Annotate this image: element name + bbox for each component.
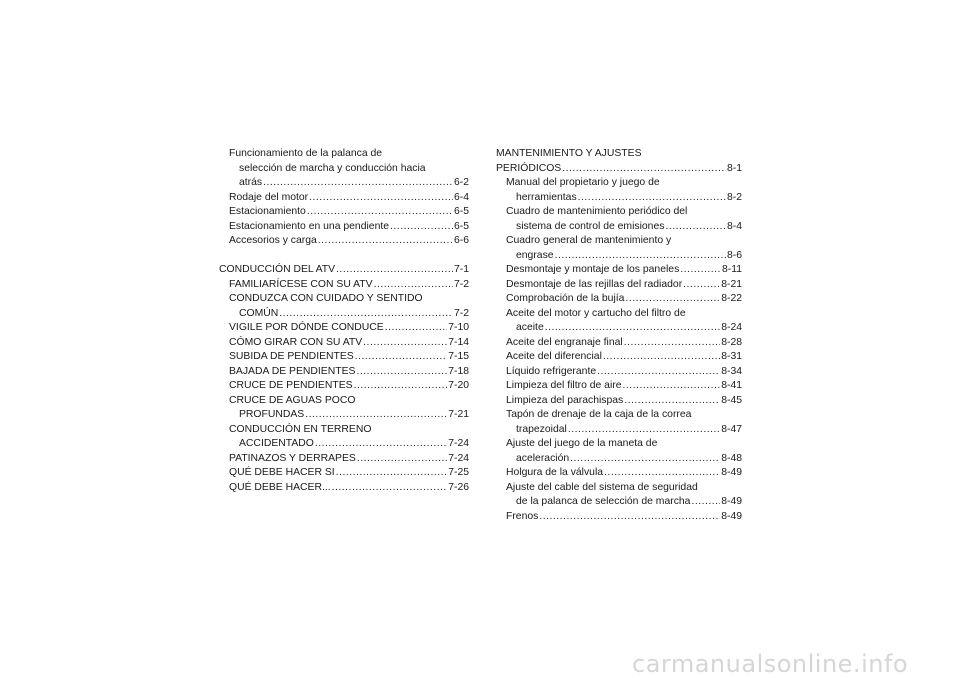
toc-entry [219,350,469,365]
toc-entry-title: FAMILIARÍCESE CON SU ATV [229,278,373,290]
toc-entry [496,220,742,235]
toc-entry [219,191,469,206]
toc-page-number: 7-24 [448,452,469,464]
toc-entry [219,321,469,336]
toc-page-number: 8-4 [726,220,742,232]
toc-page-number: 8-22 [721,293,742,304]
toc-entry-title: aceite [516,322,544,333]
toc-entry-title: SUBIDA DE PENDIENTES [229,351,354,362]
toc-page-number: 7-2 [453,278,469,290]
toc-heading-line: Manual del propietario y juego de [506,177,660,188]
toc-entry [496,321,742,336]
toc-leader-dots [597,365,720,380]
toc-leader-dots [332,481,448,496]
toc-entry [496,452,742,467]
toc-page-number: 8-34 [721,365,742,377]
toc-entry [219,278,469,293]
toc-leader-dots [680,263,721,278]
toc-entry [219,466,469,481]
toc-page-number: 6-5 [453,220,469,232]
toc-leader-dots [279,307,453,322]
toc-leader-dots [624,394,720,409]
toc-page-number: 8-31 [721,351,742,362]
toc-entry [496,510,742,525]
toc-entry-title: Rodaje del motor [229,191,309,203]
toc-page-number: 7-2 [453,307,469,319]
toc-page-number: 8-48 [721,452,742,464]
toc-heading-line: CONDUCCIÓN EN TERRENO [229,423,372,435]
toc-page-number: 8-47 [721,423,742,435]
toc-entry-title: Limpieza del parachispas [506,394,624,406]
toc-entry-title: PATINAZOS Y DERRAPES [229,452,356,464]
toc-heading-line: MANTENIMIENTO Y AJUSTES [496,148,642,159]
toc-leader-dots [318,234,453,249]
section-gap [219,249,469,264]
toc-leader-dots [683,278,720,293]
toc-left-column [219,147,469,495]
toc-leader-dots [691,495,720,510]
toc-entry-title: Frenos [506,510,539,522]
toc-entry [496,466,742,481]
toc-leader-dots [374,278,453,293]
toc-page-number: 6-2 [453,177,469,188]
toc-entry [219,481,469,496]
toc-leader-dots [603,350,720,365]
toc-entry [219,307,469,322]
toc-entry-title: Líquido refrigerante [506,365,597,377]
toc-entry-title: Estacionamiento [229,206,306,217]
toc-heading-line: Tapón de drenaje de la caja de la correa [506,409,692,420]
toc-heading-line: Funcionamiento de la palanca de [229,148,383,159]
toc-entry-title: VIGILE POR DÓNDE CONDUCE [229,322,384,333]
toc-leader-dots [562,162,726,177]
toc-entry [219,408,469,423]
toc-leader-dots [363,336,447,351]
toc-entry-title: Comprobación de la bujía [506,293,625,304]
toc-entry-title: Aceite del diferencial [506,351,602,362]
toc-entry [219,205,469,220]
toc-entry-title: QUÉ DEBE HACER... [229,481,331,493]
toc-entry [219,220,469,235]
toc-entry-title: Accesorios y carga [229,235,317,246]
toc-heading-line: Ajuste del cable del sistema de seguridad [506,481,698,493]
toc-leader-dots [604,466,720,481]
toc-entry-title: Desmontaje de las rejillas del radiador [506,278,683,290]
toc-leader-dots [568,423,720,438]
toc-heading-line: Cuadro de mantenimiento periódico del [506,206,688,217]
toc-page-number: 8-1 [726,162,742,174]
toc-entry [496,162,742,177]
toc-page-number: 8-41 [721,380,742,391]
toc-page-number: 7-26 [448,481,469,493]
toc-leader-dots [624,336,721,351]
toc-leader-dots [307,205,453,220]
toc-leader-dots [625,292,720,307]
toc-leader-dots [356,365,447,380]
toc-leader-dots [354,379,448,394]
toc-heading-line: CONDUZCA CON CUIDADO Y SENTIDO [229,293,423,304]
toc-page-number: 8-21 [721,278,742,290]
toc-entry-title: engrase [516,249,554,261]
toc-page-number: 6-5 [453,206,469,217]
toc-leader-dots [309,191,453,206]
toc-entry-title: atrás [239,177,263,188]
toc-entry-title: trapezoidal [516,423,567,435]
toc-page-number: 7-10 [448,322,469,333]
toc-page-number: 7-24 [448,438,469,449]
toc-page-number: 8-28 [721,336,742,348]
toc-leader-dots [665,220,726,235]
toc-leader-dots [539,510,720,525]
toc-leader-dots [390,220,453,235]
toc-page-number: 7-21 [448,409,469,420]
toc-page-number: 7-14 [448,336,469,348]
toc-entry [496,292,742,307]
toc-leader-dots [355,350,447,365]
toc-page-number: 8-6 [726,249,742,261]
toc-page-number: 7-18 [448,365,469,377]
toc-entry-title: CÓMO GIRAR CON SU ATV [229,336,363,348]
toc-entry-title: Estacionamiento en una pendiente [229,220,390,232]
toc-page-number: 6-6 [453,235,469,246]
toc-entry [496,249,742,264]
toc-entry-title: aceleración [516,452,570,464]
toc-page-number: 6-4 [453,191,469,203]
toc-entry [496,350,742,365]
toc-entry-title: BAJADA DE PENDIENTES [229,365,356,377]
toc-leader-dots [570,452,720,467]
toc-entry [496,379,742,394]
toc-entry-title: COMÚN [239,307,279,319]
toc-heading-line: Cuadro general de mantenimiento y [506,235,672,246]
toc-page-number: 8-24 [721,322,742,333]
toc-entry [496,336,742,351]
watermark-text: carmanualsonline.info [632,650,909,678]
toc-entry [219,365,469,380]
toc-page-number: 8-49 [721,467,742,478]
toc-entry [496,191,742,206]
toc-heading-line: CRUCE DE AGUAS POCO [229,394,356,406]
toc-entry-title: CRUCE DE PENDIENTES [229,380,353,391]
toc-page-number: 8-11 [721,264,742,275]
toc-leader-dots [357,452,447,467]
toc-entry [496,495,742,510]
toc-entry-title: PROFUNDAS [239,409,305,420]
toc-entry [496,263,742,278]
toc-right-column [496,147,742,524]
toc-page-number: 7-25 [448,467,469,478]
toc-entry [496,394,742,409]
toc-entry-title: Limpieza del filtro de aire [506,380,622,391]
toc-entry-title: CONDUCCIÓN DEL ATV [219,264,336,275]
toc-leader-dots [305,408,447,423]
toc-leader-dots [263,176,453,191]
toc-entry-title: Desmontaje y montaje de los paneles [506,264,680,275]
toc-page-number: 7-15 [448,351,469,362]
toc-entry [219,437,469,452]
toc-entry [496,278,742,293]
toc-entry-title: herramientas [516,191,577,203]
toc-leader-dots [315,437,447,452]
toc-leader-dots [336,466,448,481]
toc-page-number: 8-49 [721,510,742,522]
toc-page-number: 7-20 [448,380,469,391]
toc-heading-line: Ajuste del juego de la maneta de [506,438,658,449]
toc-entry-title: sistema de control de emisiones [516,220,665,232]
toc-heading-line: selección de marcha y conducción hacia [239,162,426,174]
toc-entry [219,234,469,249]
toc-entry-title: QUÉ DEBE HACER SI [229,467,335,478]
toc-entry [219,176,469,191]
toc-entry-title: Aceite del engranaje final [506,336,623,348]
toc-entry [219,379,469,394]
toc-entry [219,336,469,351]
toc-leader-dots [545,321,720,336]
toc-leader-dots [555,249,726,264]
toc-leader-dots [385,321,447,336]
toc-page-number: 7-1 [453,264,469,275]
toc-leader-dots [623,379,721,394]
toc-page-number: 8-49 [721,496,742,507]
toc-entry [496,365,742,380]
toc-entry-title: de la palanca de selección de marcha [516,496,691,507]
toc-leader-dots [336,263,453,278]
toc-heading-line: Aceite del motor y cartucho del filtro de [506,307,686,319]
toc-entry-title: PERIÓDICOS [496,162,562,174]
toc-entry-title: Holgura de la válvula [506,467,604,478]
toc-page-number: 8-45 [721,394,742,406]
toc-entry-title: ACCIDENTADO [239,438,314,449]
toc-entry [219,452,469,467]
toc-entry [496,423,742,438]
toc-entry [219,263,469,278]
toc-page-number: 8-2 [726,191,742,203]
toc-leader-dots [578,191,726,206]
